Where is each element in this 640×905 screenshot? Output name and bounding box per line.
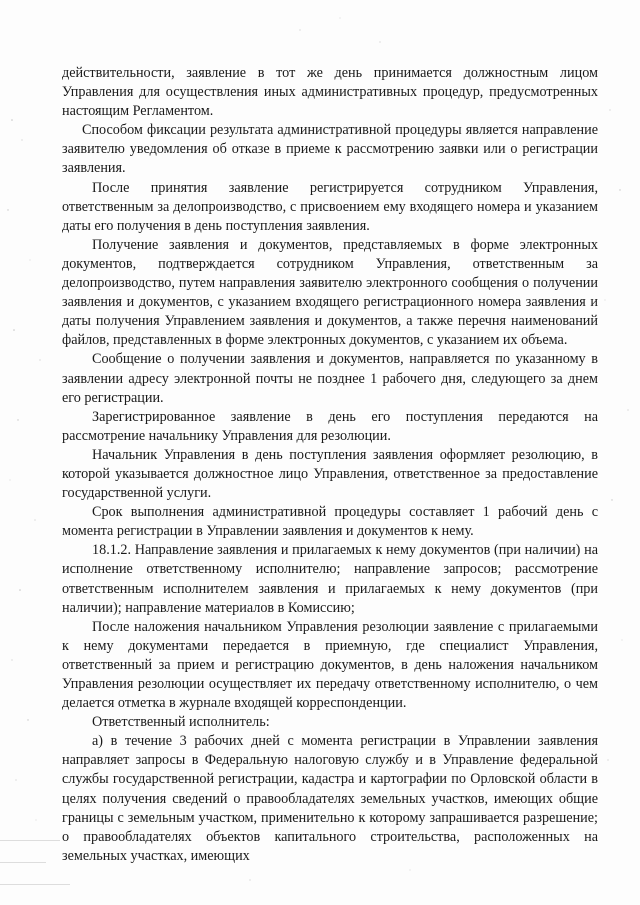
document-body (62, 64, 598, 866)
paragraph-electronic-receipt: Получение заявления и документов, представляемых в форме электронных документов, подтверждается сотрудником Управления, ответственным за делопроизводство, путем направления заявителю электронного сообщения о получении заявления и документов, с указанием входящего регистрационного номера заявления и даты получения Управлением заявления и документов, а также перечня наименований файлов, представленных в форме электронных документов, с указанием их объема. (62, 236, 598, 349)
paragraph-head-resolution: Начальник Управления в день поступления заявления оформляет резолюцию, в которой указывается должностное лицо Управления, ответственное за предоставление государственной услуги. (62, 446, 598, 502)
paragraph-procedure-term: Срок выполнения административной процедуры составляет 1 рабочий день с момента регистрации в Управлении заявления и документов к нему. (62, 504, 598, 540)
paragraph-fixation-method: Способом фиксации результата административной процедуры является направление заявителю уведомления об отказе в приеме к рассмотрению заявки или о регистрации заявления. (62, 122, 598, 177)
paragraph-transfer-to-executor: После наложения начальником Управления резолюции заявление с прилагаемыми к нему документами передается в приемную, где специалист Управления, ответственный за прием и регистрацию документов, в день наложения начальником Управления резолюции осуществляет их передачу ответственному исполнителю, о чем делается отметка в журнале входящей корреспонденции. (62, 618, 598, 712)
paragraph-resolution-transfer: Зарегистрированное заявление в день его поступления передаются на рассмотрение начальнику Управления для резолюции. (62, 408, 598, 444)
paragraph-email-notice: Сообщение о получении заявления и документов, направляется по указанному в заявлении адресу электронной почты не позднее 1 рабочего дня, следующего за днем его регистрации. (62, 351, 598, 406)
paragraph-section-18-1-2: 18.1.2. Направление заявления и прилагаемых к нему документов (при наличии) на исполнение ответственному исполнителю; направление запросов; рассмотрение ответственным исполнителем заявления и прилагаемых к нему документов (при наличии); направление материалов в Комиссию; (62, 542, 598, 616)
paragraph-registration: После принятия заявление регистрируется сотрудником Управления, ответственным за делопроизводство, с присвоением ему входящего номера и указанием даты его получения в день поступления заявления. (62, 179, 598, 234)
paragraph-executor-heading: Ответственный исполнитель: (92, 714, 270, 731)
paragraph-item-a: а) в течение 3 рабочих дней с момента регистрации в Управлении заявления направляет запросы в Федеральную налоговую службу и в Управление федеральной службы государственной регистрации, кадастра и картографии по Орловской области в целях получения сведений о правообладателях земельных участков, имеющих общие границы с земельным участком, применительно к которому запрашивается разрешение; о правообладателях объектов капитального строительства, расположенных на земельных участках, имеющих (62, 733, 598, 864)
paragraph-continuation: действительности, заявление в тот же день принимается должностным лицом Управления для осуществления иных административных процедур, предусмотренных настоящим Регламентом. (62, 65, 598, 120)
